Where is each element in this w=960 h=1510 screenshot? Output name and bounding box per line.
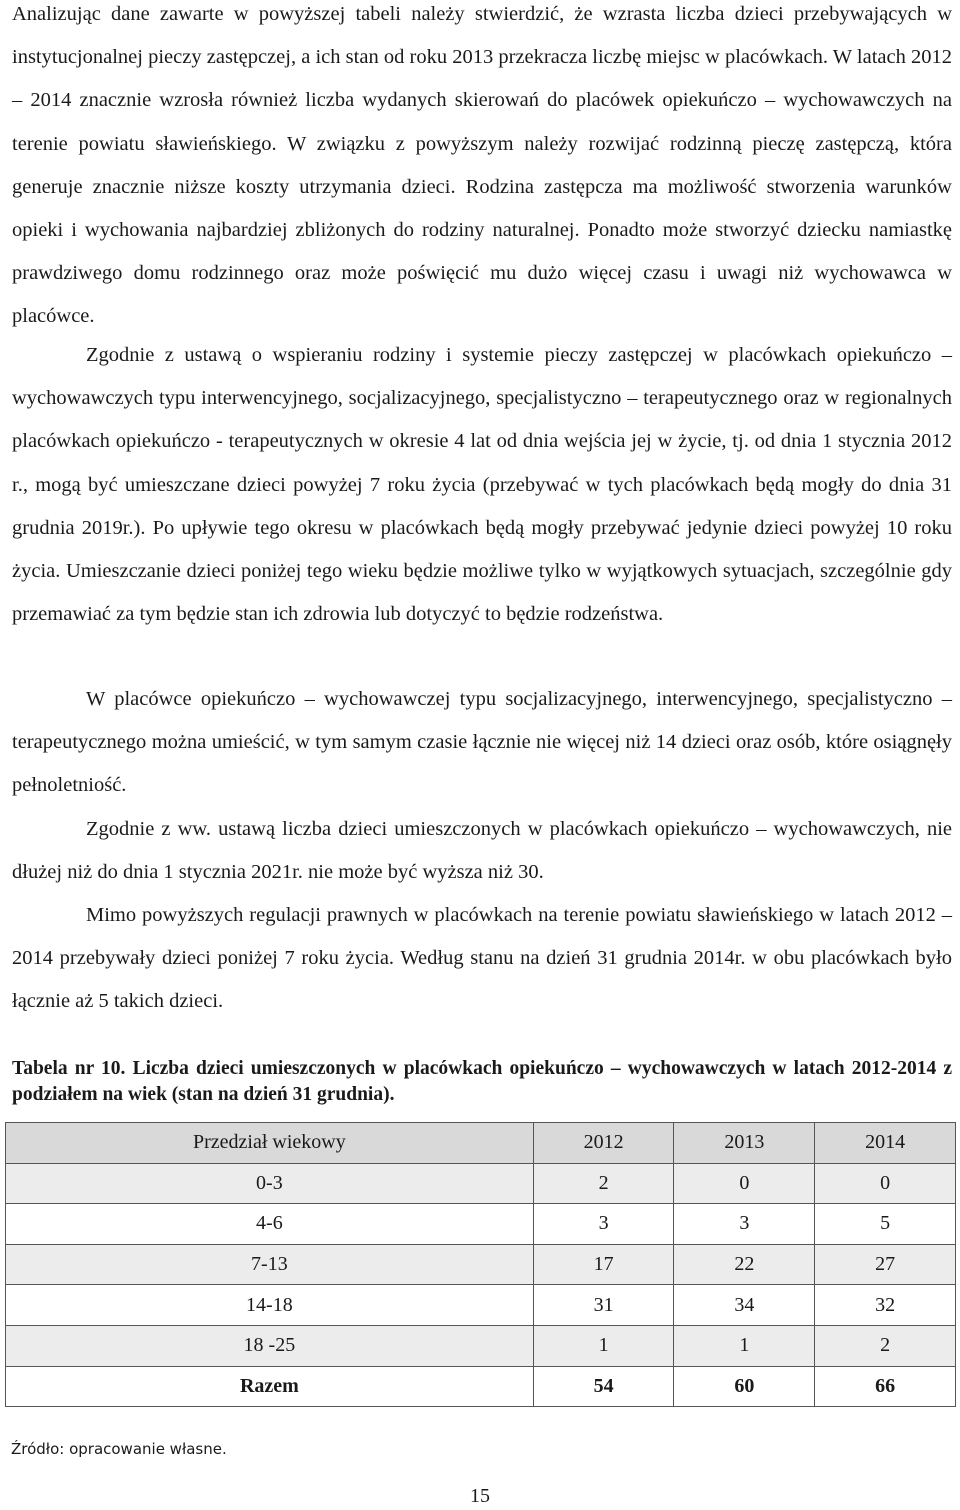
- table-caption: Tabela nr 10. Liczba dzieci umieszczonych w placówkach opiekuńczo – wychowawczych w latach 2012-2014 z podziałem na wiek (stan na dzień 31 grudnia).: [12, 1058, 952, 1105]
- table-row: [6, 1285, 956, 1326]
- header-cell: Przedział wiekowy: [6, 1123, 534, 1164]
- header-cell: 2013: [674, 1123, 815, 1164]
- table-cell: 22: [674, 1244, 815, 1285]
- paragraph-5: Mimo powyższych regulacji prawnych w placówkach na terenie powiatu sławieńskiego w latach 2012 – 2014 przebywały dzieci poniżej 7 roku życia. Według stanu na dzień 31 grudnia 2014r. w obu placówkach było łącznie aż 5 takich dzieci.: [12, 904, 952, 1013]
- table-cell: 2: [815, 1325, 956, 1366]
- table-cell: 32: [815, 1285, 956, 1326]
- table-cell: 5: [815, 1204, 956, 1245]
- table-cell: 0-3: [6, 1163, 534, 1204]
- table-cell: 2: [533, 1163, 674, 1204]
- paragraph-4: Zgodnie z ww. ustawą liczba dzieci umieszczonych w placówkach opiekuńczo – wychowawczych, nie dłużej niż do dnia 1 stycznia 2021r. nie może być wyższa niż 30.: [12, 818, 952, 884]
- table-cell: 14-18: [6, 1285, 534, 1326]
- age-table: [5, 1122, 956, 1407]
- total-cell: 66: [815, 1366, 956, 1407]
- table-cell: 7-13: [6, 1244, 534, 1285]
- paragraph-2: Zgodnie z ustawą o wspieraniu rodziny i systemie pieczy zastępczej w placówkach opiekuńczo – wychowawczych typu interwencyjnego, socjalizacyjnego, specjalistyczno – terapeutycznego oraz w regionalnych placówkach opiekuńczo - terapeutycznych w okresie 4 lat od dnia wejścia jej w życie, tj. od dnia 1 stycznia 2012 r., mogą być umieszczane dzieci powyżej 7 roku życia (przebywać w tych placówkach będą mogły do dnia 31 grudnia 2019r.). Po upływie tego okresu w placówkach będą mogły przebywać jedynie dzieci powyżej 10 roku życia. Umieszczanie dzieci poniżej tego wieku będzie możliwe tylko w wyjątkowych sytuacjach, szczególnie gdy przemawiać za tym będzie stan ich zdrowia lub dotyczyć to będzie rodzeństwa.: [12, 344, 952, 626]
- table-cell: 17: [533, 1244, 674, 1285]
- table-cell: 18 -25: [6, 1325, 534, 1366]
- page-number: 15: [470, 1485, 490, 1507]
- table-total-row: [6, 1366, 956, 1407]
- table-cell: 3: [533, 1204, 674, 1245]
- table-cell: 27: [815, 1244, 956, 1285]
- paragraph-1: Analizując dane zawarte w powyższej tabeli należy stwierdzić, że wzrasta liczba dzieci przebywających w instytucjonalnej pieczy zastępczej, a ich stan od roku 2013 przekracza liczbę miejsc w placówkach. W latach 2012 – 2014 znacznie wzrosła również liczba wydanych skierowań do placówek opiekuńczo – wychowawczych na terenie powiatu sławieńskiego. W związku z powyższym należy rozwijać rodzinną pieczę zastępczą, która generuje znacznie niższe koszty utrzymania dzieci. Rodzina zastępcza ma możliwość stworzenia warunków opieki i wychowania najbardziej zbliżonych do rodziny naturalnej. Ponadto może stworzyć dziecku namiastkę prawdziwego domu rodzinnego oraz może poświęcić mu dużo więcej czasu i uwagi niż wychowawca w placówce.: [12, 3, 952, 328]
- paragraph-3: W placówce opiekuńczo – wychowawczej typu socjalizacyjnego, interwencyjnego, specjalistyczno – terapeutycznego można umieścić, w tym samym czasie łącznie nie więcej niż 14 dzieci oraz osób, które osiągnęły pełnoletniość.: [12, 688, 952, 797]
- total-cell: Razem: [6, 1366, 534, 1407]
- table-cell: 1: [674, 1325, 815, 1366]
- table-cell: 34: [674, 1285, 815, 1326]
- table-cell: 31: [533, 1285, 674, 1326]
- table-cell: 0: [674, 1163, 815, 1204]
- table-row: [6, 1325, 956, 1366]
- table-header-row: [6, 1123, 956, 1164]
- table-cell: 3: [674, 1204, 815, 1245]
- table-row: [6, 1244, 956, 1285]
- table-cell: 1: [533, 1325, 674, 1366]
- table-source: Źródło: opracowanie własne.: [11, 1440, 227, 1458]
- table-cell: 4-6: [6, 1204, 534, 1245]
- table-row: [6, 1204, 956, 1245]
- table-cell: 0: [815, 1163, 956, 1204]
- total-cell: 54: [533, 1366, 674, 1407]
- table-row: [6, 1163, 956, 1204]
- total-cell: 60: [674, 1366, 815, 1407]
- header-cell: 2012: [533, 1123, 674, 1164]
- header-cell: 2014: [815, 1123, 956, 1164]
